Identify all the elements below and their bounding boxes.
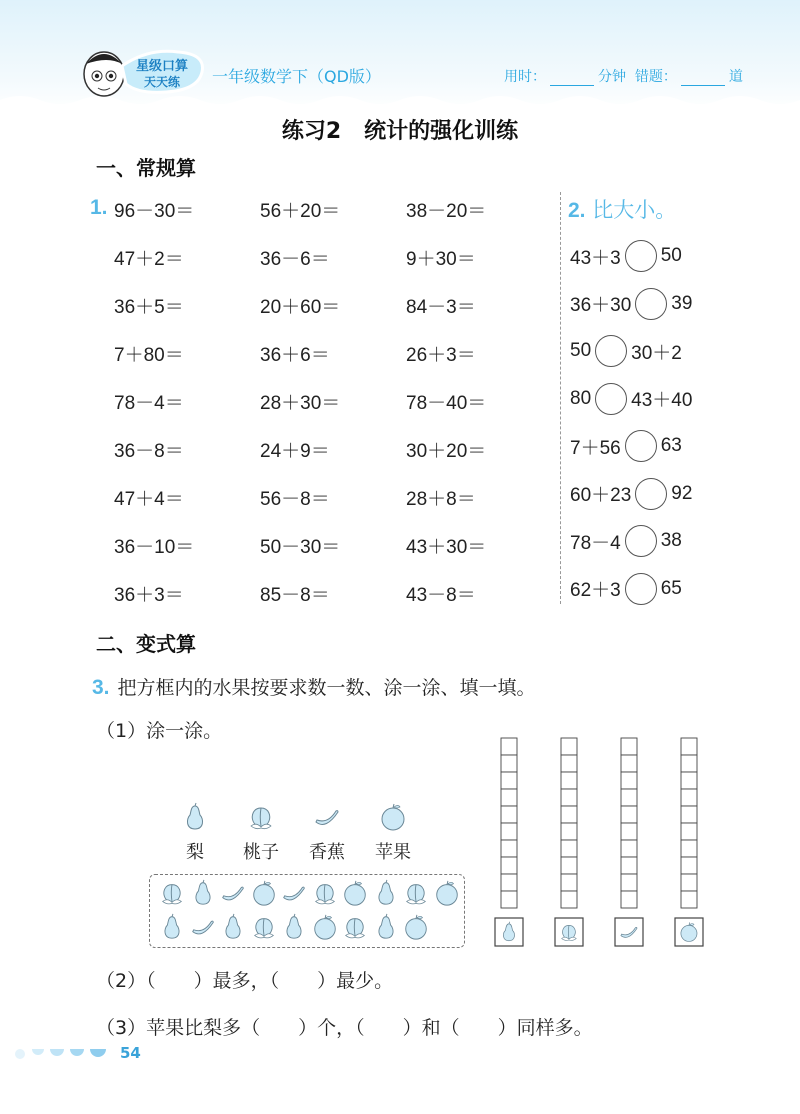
part-3-question[interactable]: （3）苹果比梨多（ ）个，（ ）和（ ）同样多。	[96, 1017, 593, 1039]
bar-cell[interactable]	[681, 738, 697, 755]
box-fruit-peach	[250, 913, 278, 945]
equation-item[interactable]: 43－8＝	[406, 585, 476, 606]
bar-cell[interactable]	[501, 891, 517, 908]
peach-icon	[250, 913, 278, 941]
equation-item[interactable]: 47＋4＝	[114, 489, 184, 510]
legend-banana	[312, 802, 342, 836]
box-fruit-pear	[189, 879, 217, 911]
equation-item[interactable]: 30＋20＝	[406, 441, 487, 462]
comparison-answer-circle[interactable]	[635, 478, 667, 510]
bar-cell[interactable]	[621, 755, 637, 772]
bar-cell[interactable]	[621, 840, 637, 857]
comparison-answer-circle[interactable]	[635, 288, 667, 320]
comparison-right: 65	[660, 577, 682, 599]
comparison-right: 63	[660, 435, 682, 456]
banana-icon	[312, 802, 342, 832]
bar-icon-peach	[562, 925, 577, 940]
box-fruit-apple	[433, 879, 461, 911]
equation-item[interactable]: 36－6＝	[260, 249, 330, 270]
comparison-item	[570, 525, 682, 557]
bar-cell[interactable]	[561, 823, 577, 840]
comparison-answer-circle[interactable]	[595, 383, 627, 415]
equation-item[interactable]: 20＋60＝	[260, 297, 341, 318]
bar-cell[interactable]	[621, 806, 637, 823]
errors-label: 错题：	[634, 69, 677, 85]
legend-label-banana: 香蕉	[309, 842, 345, 863]
bar-cell[interactable]	[501, 823, 517, 840]
bar-cell[interactable]	[681, 874, 697, 891]
comparison-left: 80	[570, 387, 592, 409]
part-1-instruction: （1）涂一涂。	[96, 720, 223, 742]
bar-cell[interactable]	[681, 823, 697, 840]
peach-icon	[402, 879, 430, 907]
comparison-answer-circle[interactable]	[595, 335, 627, 367]
fruit-box	[149, 874, 465, 948]
comparison-answer-circle[interactable]	[625, 430, 657, 462]
equation-item[interactable]: 78－40＝	[406, 393, 487, 414]
comparison-left: 50	[570, 340, 592, 361]
bar-cell[interactable]	[561, 738, 577, 755]
bar-cell[interactable]	[621, 874, 637, 891]
pear-icon	[158, 913, 186, 941]
pear-icon	[372, 879, 400, 907]
apple-icon	[250, 879, 278, 907]
question-2-heading	[568, 194, 676, 224]
pear-icon	[189, 879, 217, 907]
legend-label-pear: 梨	[186, 842, 204, 863]
comparison-answer-circle[interactable]	[625, 525, 657, 557]
equation-item[interactable]: 26＋3＝	[406, 345, 476, 366]
bar-cell[interactable]	[681, 840, 697, 857]
bar-cell[interactable]	[561, 772, 577, 789]
equation-item[interactable]: 84－3＝	[406, 297, 476, 318]
apple-icon	[402, 913, 430, 941]
comparison-left: 62＋3	[570, 580, 621, 601]
equation-item[interactable]: 78－4＝	[114, 393, 184, 414]
page-number: 54	[120, 1044, 141, 1062]
section-1-heading: 一、常规算	[96, 156, 196, 180]
equation-item[interactable]: 36＋6＝	[260, 345, 330, 366]
comparison-right: 39	[671, 292, 693, 314]
legend-pear	[180, 802, 210, 836]
bar-cell[interactable]	[681, 806, 697, 823]
comparison-right: 30＋2	[631, 342, 682, 364]
apple-icon	[311, 913, 339, 941]
box-fruit-pear	[280, 913, 308, 945]
box-fruit-banana	[280, 879, 308, 911]
apple-icon	[378, 802, 408, 832]
equation-item[interactable]: 28＋30＝	[260, 393, 341, 414]
equation-item[interactable]: 7＋80＝	[114, 345, 184, 366]
comparison-item	[570, 430, 682, 462]
time-blank[interactable]	[550, 71, 594, 86]
bar-cell[interactable]	[501, 840, 517, 857]
section-2-heading: 二、变式算	[96, 632, 196, 656]
comparison-right: 43＋40	[631, 390, 693, 411]
pear-icon	[180, 802, 210, 832]
bar-cell[interactable]	[561, 755, 577, 772]
comparison-answer-circle[interactable]	[625, 573, 657, 605]
equation-item[interactable]: 43＋30＝	[406, 537, 487, 558]
banana-icon	[189, 913, 217, 941]
comparison-right: 50	[660, 245, 682, 266]
box-fruit-pear	[372, 879, 400, 911]
equation-item[interactable]: 50－30＝	[260, 537, 341, 558]
bar-cell[interactable]	[561, 806, 577, 823]
mascot-logo	[78, 38, 218, 104]
pear-icon	[280, 913, 308, 941]
minute-label: 分钟	[598, 69, 626, 85]
question-2-title: 比大小。	[592, 198, 677, 222]
bar-cell[interactable]	[621, 823, 637, 840]
box-fruit-apple	[311, 913, 339, 945]
bar-cell[interactable]	[501, 755, 517, 772]
bar-base-banana	[615, 918, 643, 946]
bar-cell[interactable]	[681, 772, 697, 789]
equation-item[interactable]: 36－8＝	[114, 441, 184, 462]
bar-cell[interactable]	[501, 857, 517, 874]
peach-icon	[246, 802, 276, 832]
bar-cell[interactable]	[621, 857, 637, 874]
brand-line2: 天天练	[144, 75, 181, 89]
bar-cell[interactable]	[681, 755, 697, 772]
bar-cell[interactable]	[561, 874, 577, 891]
column-divider	[560, 192, 561, 604]
bar-cell[interactable]	[561, 840, 577, 857]
bar-cell[interactable]	[681, 789, 697, 806]
fruit-legend	[170, 792, 420, 862]
footer-dots-decoration	[14, 1048, 114, 1062]
equation-item[interactable]: 36＋5＝	[114, 297, 184, 318]
bar-cell[interactable]	[501, 738, 517, 755]
pear-icon	[219, 913, 247, 941]
question-1-number: 1.	[90, 196, 108, 219]
comparison-left: 7＋56	[570, 437, 621, 459]
exercise-topic: 统计的强化训练	[364, 119, 519, 144]
equation-item[interactable]: 96－30＝	[114, 201, 195, 222]
legend-apple	[378, 802, 408, 836]
peach-icon	[158, 879, 186, 907]
time-label: 用时：	[504, 69, 546, 85]
comparison-left: 36＋30	[570, 295, 632, 316]
bar-cell[interactable]	[561, 789, 577, 806]
equation-item[interactable]: 9＋30＝	[406, 249, 476, 270]
legend-label-peach: 桃子	[243, 842, 279, 863]
exercise-number: 练习2	[281, 119, 342, 144]
bar-cell[interactable]	[501, 806, 517, 823]
comparison-left: 43＋3	[570, 247, 621, 269]
count-unit: 道	[728, 69, 743, 85]
legend-label-apple: 苹果	[375, 842, 411, 863]
box-fruit-apple	[402, 913, 430, 945]
equation-item[interactable]: 85－8＝	[260, 585, 330, 606]
box-fruit-pear	[219, 913, 247, 945]
comparison-item	[570, 383, 692, 415]
bar-cell[interactable]	[681, 891, 697, 908]
box-fruit-apple	[341, 879, 369, 911]
peach-icon	[311, 879, 339, 907]
apple-icon	[341, 879, 369, 907]
bar-cell[interactable]	[621, 772, 637, 789]
bar-cell[interactable]	[501, 772, 517, 789]
box-fruit-peach	[402, 879, 430, 911]
bar-cell[interactable]	[501, 789, 517, 806]
coloring-bar-columns[interactable]	[493, 736, 723, 954]
box-fruit-banana	[219, 879, 247, 911]
brand-line1: 星级口算	[136, 59, 189, 74]
bar-cell[interactable]	[501, 874, 517, 891]
equation-item[interactable]: 36＋3＝	[114, 585, 184, 606]
comparison-answer-circle[interactable]	[625, 240, 657, 272]
box-fruit-banana	[189, 913, 217, 945]
box-fruit-peach	[341, 913, 369, 945]
comparison-item	[570, 288, 692, 320]
equation-item[interactable]: 56＋20＝	[260, 201, 341, 222]
bar-cell[interactable]	[621, 891, 637, 908]
bar-cell[interactable]	[681, 857, 697, 874]
box-fruit-peach	[158, 879, 186, 911]
comparison-left: 78－4	[570, 532, 621, 554]
pear-icon	[372, 913, 400, 941]
equation-item[interactable]: 36－10＝	[114, 537, 195, 558]
comparison-left: 60＋23	[570, 485, 632, 506]
equation-item[interactable]: 28＋8＝	[406, 489, 476, 510]
box-fruit-peach	[311, 879, 339, 911]
comparison-item	[570, 240, 682, 272]
comparison-item	[570, 335, 682, 367]
bar-cell[interactable]	[561, 891, 577, 908]
legend-peach	[246, 802, 276, 836]
bar-cell[interactable]	[621, 738, 637, 755]
comparison-right: 38	[660, 530, 682, 551]
bar-cell[interactable]	[561, 857, 577, 874]
equation-item[interactable]: 56－8＝	[260, 489, 330, 510]
comparison-item	[570, 573, 682, 605]
box-fruit-apple	[250, 879, 278, 911]
equation-item[interactable]: 38－20＝	[406, 201, 487, 222]
apple-icon	[433, 879, 461, 907]
question-3-number: 3.	[92, 676, 110, 699]
box-fruit-pear	[372, 913, 400, 945]
question-3-prompt	[92, 673, 536, 700]
banana-icon	[219, 879, 247, 907]
errors-blank[interactable]	[681, 71, 725, 86]
equation-item[interactable]: 47＋2＝	[114, 249, 184, 270]
time-errors-record	[504, 66, 743, 86]
box-fruit-pear	[158, 913, 186, 945]
book-title: 一年级数学下（QD版）	[212, 67, 381, 86]
question-3-text: 把方框内的水果按要求数一数、涂一涂、填一填。	[117, 677, 536, 699]
question-2-number: 2.	[568, 199, 586, 222]
comparison-right: 92	[671, 482, 693, 504]
peach-icon	[341, 913, 369, 941]
equation-item[interactable]: 24＋9＝	[260, 441, 330, 462]
part-2-question[interactable]: （2）（ ）最多，（ ）最少。	[96, 970, 394, 992]
bar-cell[interactable]	[621, 789, 637, 806]
comparison-item	[570, 478, 692, 510]
banana-icon	[280, 879, 308, 907]
page-title	[0, 114, 800, 145]
